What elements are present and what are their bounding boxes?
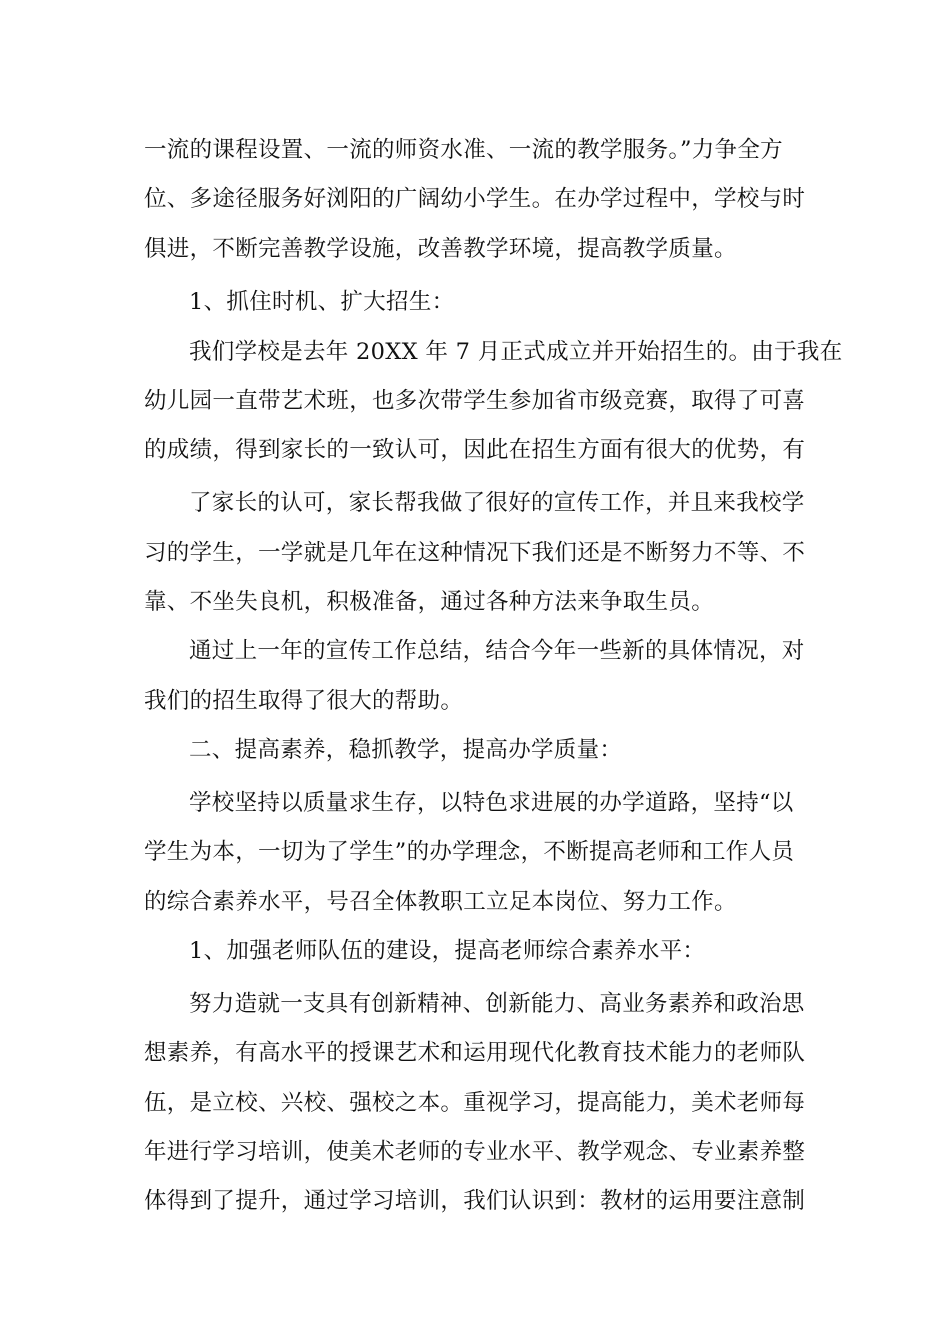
text-line: 一流的课程设置、一流的师资水准、一流的教学服务。”力争全方 <box>144 137 783 163</box>
text-line: 幼儿园一直带艺术班，也多次带学生参加省市级竞赛，取得了可喜 <box>144 388 806 414</box>
text-line: 习的学生，一学就是几年在这种情况下我们还是不断努力不等、不 <box>144 540 806 566</box>
section-heading: 1、加强老师队伍的建设，提高老师综合素养水平： <box>189 938 706 964</box>
section-heading: 二、提高素养，稳抓教学，提高办学质量： <box>189 737 623 763</box>
text-line: 学生为本，一切为了学生”的办学理念，不断提高老师和工作人员 <box>144 839 795 865</box>
text-line: 的综合素养水平，号召全体教职工立足本岗位、努力工作。 <box>144 889 737 915</box>
text-line: 了家长的认可，家长帮我做了很好的宣传工作，并且来我校学 <box>189 490 805 516</box>
text-line: 我们的招生取得了很大的帮助。 <box>144 688 464 714</box>
text-line: 年进行学习培训，使美术老师的专业水平、教学观念、专业素养整 <box>144 1139 806 1165</box>
text-line: 俱进，不断完善教学设施，改善教学环境，提高教学质量。 <box>144 236 737 262</box>
text-line: 我们学校是去年 20XX 年 7 月正式成立并开始招生的。由于我在 <box>189 339 843 365</box>
section-heading: 1、抓住时机、扩大招生： <box>189 289 455 315</box>
text-line: 努力造就一支具有创新精神、创新能力、高业务素养和政治思 <box>189 991 805 1017</box>
text-line: 位、多途径服务好浏阳的广阔幼小学生。在办学过程中，学校与时 <box>144 186 806 212</box>
text-line: 通过上一年的宣传工作总结，结合今年一些新的具体情况，对 <box>189 638 805 664</box>
text-line: 的成绩，得到家长的一致认可，因此在招生方面有很大的优势，有 <box>144 437 806 463</box>
text-line: 想素养，有高水平的授课艺术和运用现代化教育技术能力的老师队 <box>144 1040 806 1066</box>
text-line: 体得到了提升，通过学习培训，我们认识到：教材的运用要注意制 <box>144 1188 806 1214</box>
text-line: 学校坚持以质量求生存，以特色求进展的办学道路，坚持“以 <box>189 790 794 816</box>
text-line: 伍，是立校、兴校、强校之本。重视学习，提高能力，美术老师每 <box>144 1090 806 1116</box>
text-line: 靠、不坐失良机，积极准备，通过各种方法来争取生员。 <box>144 589 715 615</box>
